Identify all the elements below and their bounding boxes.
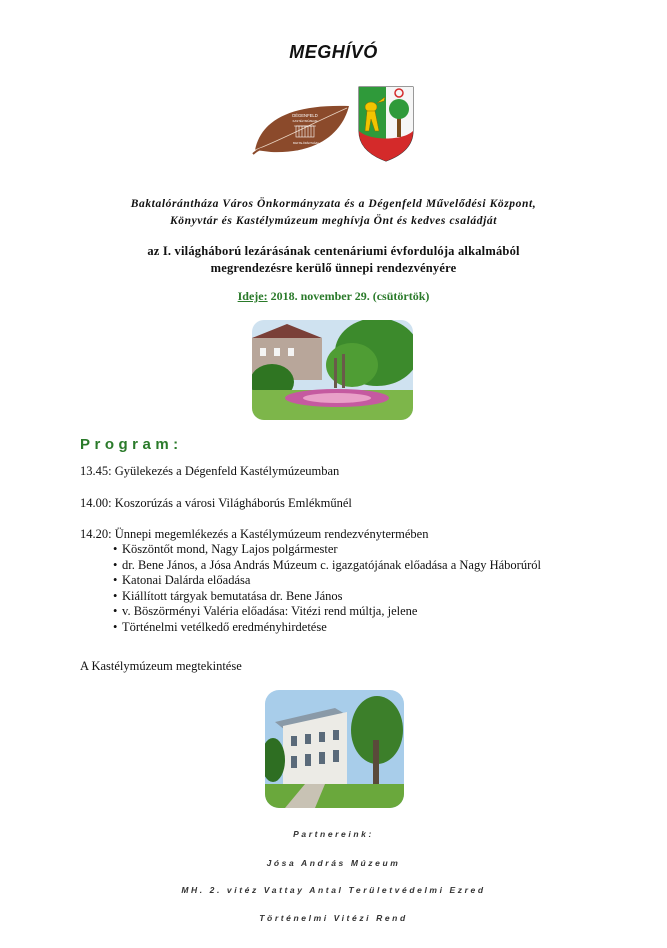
list-item: • Történelmi vetélkedő eredményhirdetése [113,620,553,636]
program-item-1400: 14.00: Koszorúzás a városi Világháborús Emlékműnél [80,496,352,510]
invitation-line-1: Baktalórántháza Város Önkormányzata és a Dégenfeld Művelődési Központ, [130,198,537,210]
event-date [0,289,667,304]
invitation-text [0,196,667,230]
page-title: MEGHÍVÓ [289,42,378,62]
program-heading: Program: [80,436,183,453]
partner-item-2: MH. 2. vitéz Vattay Antal Területvédelmi Ezred [181,885,486,895]
list-item: • Köszöntőt mond, Nagy Lajos polgármester [113,542,553,558]
occasion-line-1: az I. világháború lezárásának centenáriumi évfordulója alkalmából [147,244,520,258]
leaf-logo-line-2: KASTÉLYMÚZEUM [292,119,318,123]
leaf-logo-line-1: DÉGENFELD [292,113,318,118]
invitation-line-2: Könyvtár és Kastélymúzeum meghívja Önt és kedves családját [169,215,498,227]
partners-heading: Partnereink: [293,829,374,839]
memorial-park-photo [252,320,413,420]
list-item: • Katonai Dalárda előadása [113,573,553,589]
partner-item-3: Történelmi Vitézi Rend [259,913,408,923]
list-item: • dr. Bene János, a Jósa András Múzeum c. igazgatójának előadása a Nagy Háborúról [113,558,553,574]
program-item-1420: 14.20: Ünnepi megemlékezés a Kastélymúzeum rendezvénytermében [80,527,429,541]
occasion-line-2: megrendezésre kerülő ünnepi rendezvényére [210,261,457,275]
coat-of-arms-icon [357,85,415,163]
program-item-1345: 13.45: Gyülekezés a Dégenfeld Kastélymúzeumban [80,464,340,478]
program-closing: A Kastélymúzeum megtekintése [80,659,242,673]
list-item: • Kiállított tárgyak bemutatása dr. Bene János [113,589,553,605]
degenfeld-leaf-logo [251,100,353,158]
leaf-logo-line-3: BAKTALÓRÁNTHÁZA [293,142,319,145]
castle-museum-photo [265,690,404,808]
occasion-text [0,243,667,277]
list-item: • v. Böszörményi Valéria előadása: Vitézi rend múltja, jelene [113,604,553,620]
date-label: Ideje: [237,289,268,303]
program-subitems [113,542,553,635]
partner-item-1: Jósa András Múzeum [266,858,401,868]
date-value: 2018. november 29. (csütörtök) [270,289,430,303]
